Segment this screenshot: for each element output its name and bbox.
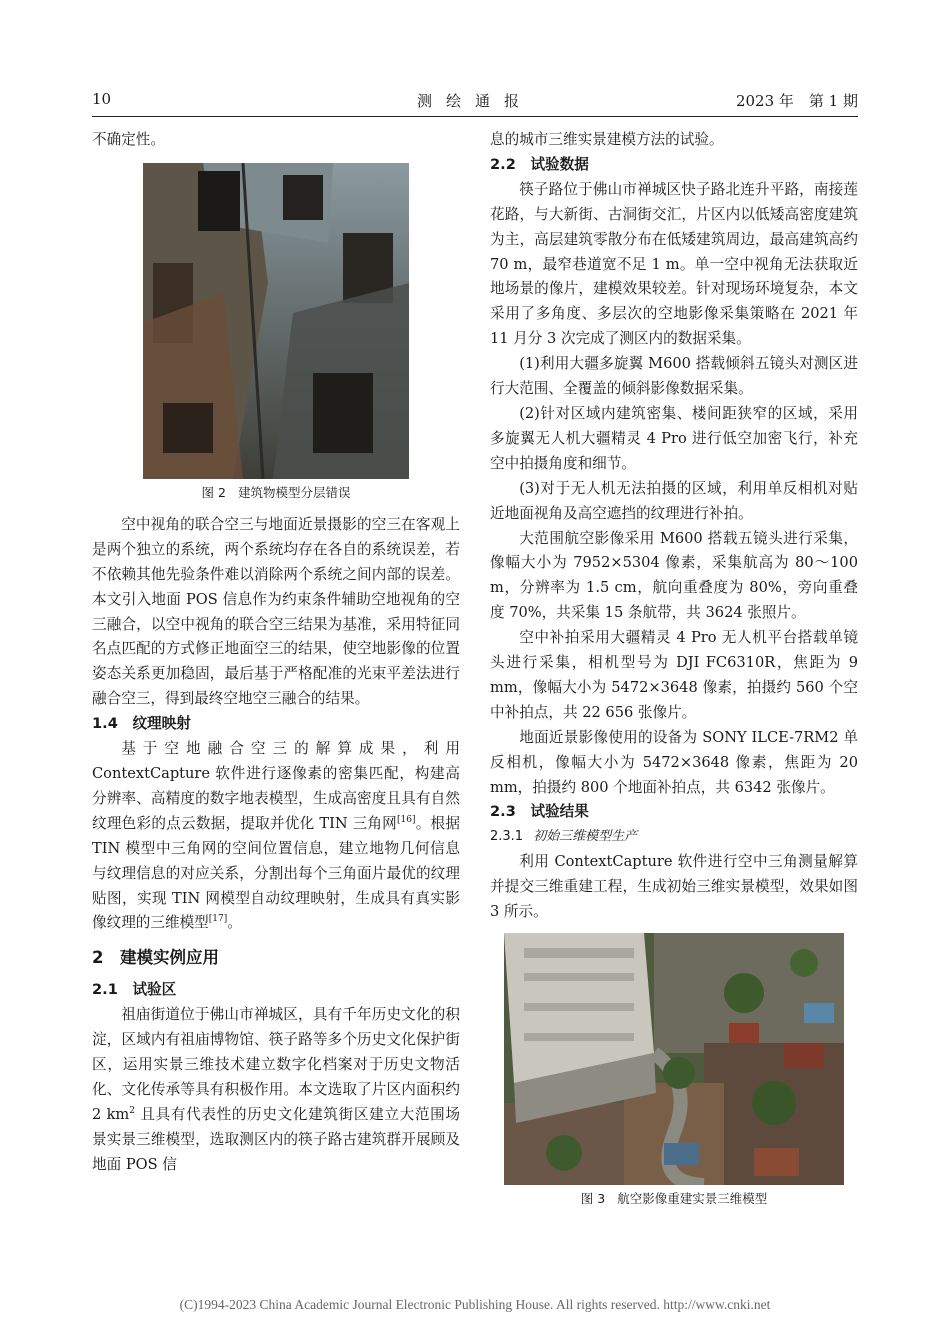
paragraph-texture-mapping: 基于空地融合空三的解算成果，利用 ContextCapture 软件进行逐像素的密集匹配，构建高分辨率、高精度的数字地表模型，生成高密度且具有自然纹理色彩的点云数据，提取并优化 TIN 三角网[16]。根据 TIN 模型中三角网的空间位置信息，建立地物几何信息与纹理信息的对应关系，分割出每个三角面片最优的纹理贴图，实现 TIN 网模型自动纹理映射，生成具有真实影像纹理的三维模型[17]。 <box>92 740 460 932</box>
section-2-1-heading: 2.1 试验区 <box>92 981 177 999</box>
paragraph-continued: 息的城市三维实景建模方法的试验。 <box>490 131 724 148</box>
issue-info: 2023 年 第 1 期 <box>735 92 858 110</box>
figure-2-caption <box>92 483 460 503</box>
journal-title: 测绘通报 <box>416 92 533 110</box>
aerial-reconstruction-photo <box>504 933 844 1185</box>
paragraph-kuaizi-road: 筷子路位于佛山市禅城区快子路北连升平路，南接莲花路，与大新街、古洞街交汇，片区内以低矮高密度建筑为主，高层建筑零散分布在低矮建筑周边，最高建筑高约 70 m，最窄巷道宽不足 1 m。单一空中视角无法获取近地场景的像片，建模效果较差。针对现场环境复杂，本文采用了多角度、多层次的空地影像采集策略在 2021 年 11 月分 3 次完成了测区内的数据采集。 <box>490 180 858 348</box>
paragraph-pos-fusion: 空中视角的联合空三与地面近景摄影的空三在客观上是两个独立的系统，两个系统均存在各自的系统误差，若不依赖其他先验条件难以消除两个系统之间内部的误差。本文引入地面 POS 信息作为约束条件辅助空地视角的空三融合，以空中视角的联合空三结果为基准，采用特征同名点匹配的方式修正地面空三的结果，使空地影像的位置姿态关系更加稳固，最后基于严格配准的光束平差法进行融合空三，得到最终空地空三融合的结果。 <box>92 515 460 708</box>
copyright-footer: (C)1994-2023 China Academic Journal Electronic Publishing House. All rights reserved. http://www.cnki.net <box>179 1297 771 1312</box>
section-1-4-heading: 1.4 纹理映射 <box>92 715 191 733</box>
page-header <box>92 90 858 114</box>
paragraph-intro: 不确定性。 <box>92 131 165 148</box>
right-column <box>490 128 858 1219</box>
paragraph-item-3: (3)对于无人机无法拍摄的区域，利用单反相机对贴近地面视角及高空遮挡的纹理进行补拍。 <box>490 479 858 522</box>
figure-3-image <box>504 933 844 1185</box>
section-2-2-heading: 2.2 试验数据 <box>490 155 589 173</box>
section-2-3-1-heading: 2.3.1 初始三维模型生产 <box>490 829 638 845</box>
paragraph-ground-imagery: 地面近景影像使用的设备为 SONY ILCE-7RM2 单反相机，像幅大小为 5472×3648 像素，焦距为 20 mm，拍摄约 800 个地面补拍点，共 6342 张像片。 <box>490 728 858 796</box>
paragraph-initial-model: 利用 ContextCapture 软件进行空中三角测量解算并提交三维重建工程，生成初始三维实景模型，效果如图 3 所示。 <box>490 853 858 921</box>
paragraph-aerial-imagery: 大范围航空影像采用 M600 搭载五镜头进行采集，像幅大小为 7952×5304 像素，采集航高为 80～100 m，分辨率为 1.5 cm，航向重叠度为 80%，旁向重叠度 70%，共采集 15 条航带，共 3624 张照片。 <box>490 529 858 622</box>
paragraph-test-area: 祖庙街道位于佛山市禅城区，具有千年历史文化的积淀，区域内有祖庙博物馆、筷子路等多个历史文化保护街区，运用实景三维技术建立数字化档案对于历史文物活化、文化传承等具有积极作用。本文选取了片区内面积约 2 $km^2$ 且具有代表性的历史文化建筑街区建立大范围场景实景三维模型，选取测区内的筷子路古建筑群开展顾及地面 POS 信 <box>92 1006 460 1173</box>
left-column <box>92 128 460 1178</box>
paragraph-item-2: (2)针对区域内建筑密集、楼间距狭窄的区域，采用多旋翼无人机大疆精灵 4 Pro 进行低空加密飞行，补充空中拍摄角度和细节。 <box>490 404 858 472</box>
section-2-3-heading: 2.3 试验结果 <box>490 803 589 821</box>
paragraph-item-1: (1)利用大疆多旋翼 M600 搭载倾斜五镜头对测区进行大范围、全覆盖的倾斜影像数据采集。 <box>490 355 858 398</box>
figure-2-label: 图 2 <box>201 484 226 500</box>
figure-3-caption-text: 航空影像重建实景三维模型 <box>617 1191 768 1206</box>
building-model-photo <box>143 163 409 479</box>
figure-3-label: 图 3 <box>580 1191 606 1206</box>
section-2-heading: 2 建模实例应用 <box>92 948 219 968</box>
page-number: 10 <box>92 90 112 108</box>
superscript-2: 2 <box>129 1105 136 1116</box>
figure-2-caption-text: 建筑物模型分层错误 <box>237 484 351 500</box>
figure-3-caption <box>490 1189 858 1209</box>
citation-16: [16] <box>397 814 416 825</box>
citation-17: [17] <box>208 914 228 925</box>
figure-2-image <box>143 163 409 479</box>
header-rule <box>92 116 858 117</box>
paragraph-supplementary-aerial: 空中补拍采用大疆精灵 4 Pro 无人机平台搭载单镜头进行采集，相机型号为 DJI FC6310R，焦距为 9 mm，像幅大小为 5472×3648 像素，拍摄约 560 个空中补拍点，共 22 656 张像片。 <box>490 629 858 721</box>
